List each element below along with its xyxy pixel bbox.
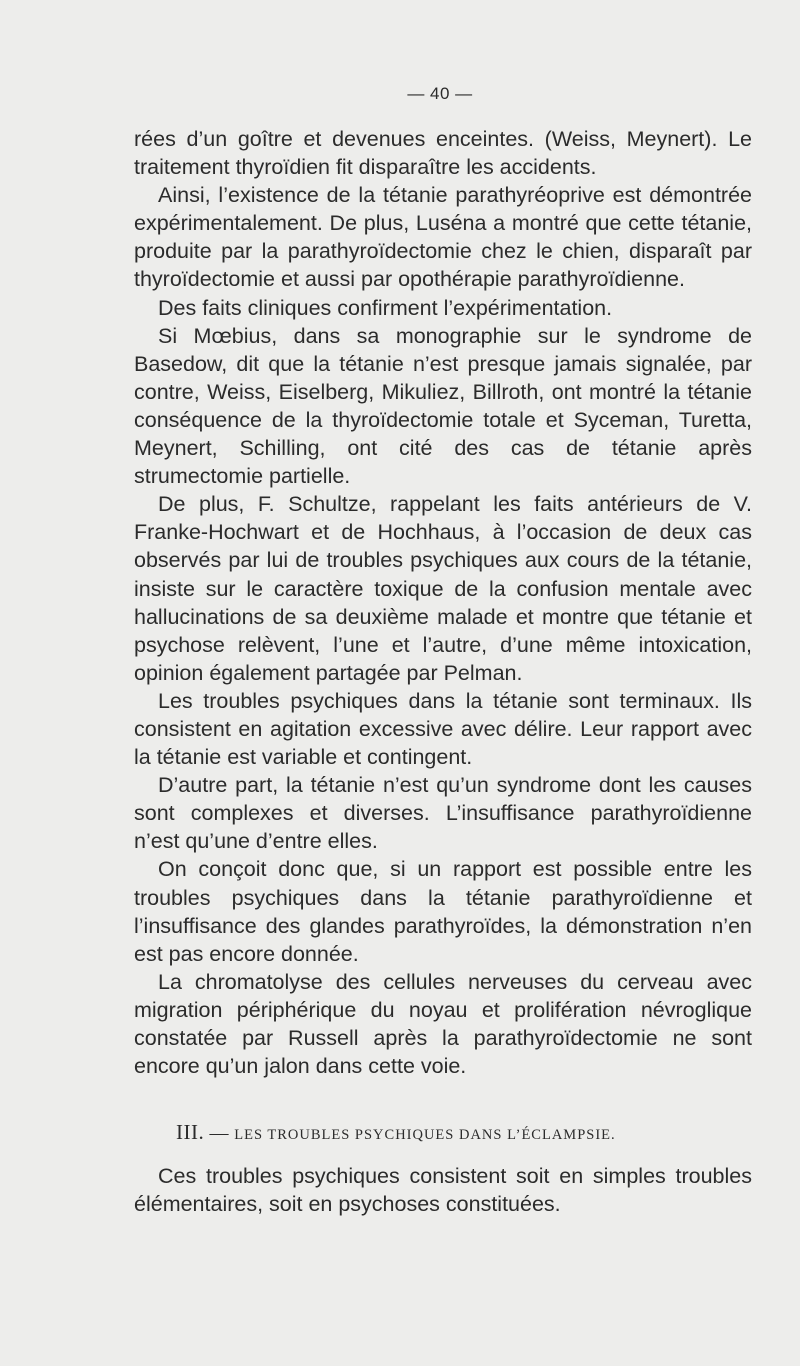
paragraph: La chromatolyse des cellules nerveuses du cerveau avec migration périphérique du noyau et prolifération névroglique constatée par Russell après la parathyroïdectomie ne sont encore qu’un jalon dans cette voie.: [134, 969, 752, 1079]
section-numeral: III.: [176, 1120, 205, 1144]
section-body-text: [134, 1162, 752, 1218]
section-dash: —: [209, 1123, 229, 1144]
paragraph-continuation: rées d’un goître et devenues enceintes. (Weiss, Meynert). Le traitement thyroïdien fit disparaître les accidents.: [134, 127, 752, 180]
paragraph: Des faits cliniques confirment l’expérimentation.: [158, 295, 613, 320]
paragraph: Si Mœbius, dans sa monographie sur le syndrome de Basedow, dit que la tétanie n’est presque jamais signalée, par contre, Weiss, Eiselberg, Mikuliez, Billroth, ont montré la tétanie conséquence de la thyroïdectomie totale et Syceman, Turetta, Meynert, Schilling, ont cité des cas de tétanie après strumectomie partielle.: [134, 323, 752, 489]
body-text: [134, 125, 752, 1080]
section-heading: [176, 1120, 616, 1145]
paragraph: Les troubles psychiques dans la tétanie sont terminaux. Ils consistent en agitation excessive avec délire. Leur rapport avec la tétanie est variable et contingent.: [134, 688, 752, 770]
paragraph: De plus, F. Schultze, rappelant les faits antérieurs de V. Franke-Hochwart et de Hochhaus, à l’occasion de deux cas observés par lui de troubles psychiques aux cours de la tétanie, insiste sur le caractère toxique de la confusion mentale avec hallucinations de sa deuxième malade et montre que tétanie et psychose relèvent, l’une et l’autre, d’une même intoxication, opinion également partagée par Pelman.: [134, 492, 752, 685]
section-title: LES TROUBLES PSYCHIQUES DANS L’ÉCLAMPSIE.: [234, 1127, 616, 1143]
paragraph: Ces troubles psychiques consistent soit en simples troubles élémentaires, soit en psychoses constituées.: [134, 1164, 752, 1217]
paragraph: Ainsi, l’existence de la tétanie parathyréoprive est démontrée expérimentalement. De plus, Luséna a montré que cette tétanie, produite par la parathyroïdectomie chez le chien, disparaît par thyroïdectomie et aussi par opothérapie parathyroïdienne.: [134, 183, 752, 292]
paragraph: On conçoit donc que, si un rapport est possible entre les troubles psychiques dans la tétanie parathyroïdienne et l’insuffisance des glandes parathyroïdes, la démonstration n’en est pas encore donnée.: [134, 857, 752, 966]
page-number: — 40 —: [407, 84, 473, 103]
paragraph: D’autre part, la tétanie n’est qu’un syndrome dont les causes sont complexes et diverses. L’insuffisance parathyroïdienne n’est qu’une d’entre elles.: [134, 773, 752, 854]
